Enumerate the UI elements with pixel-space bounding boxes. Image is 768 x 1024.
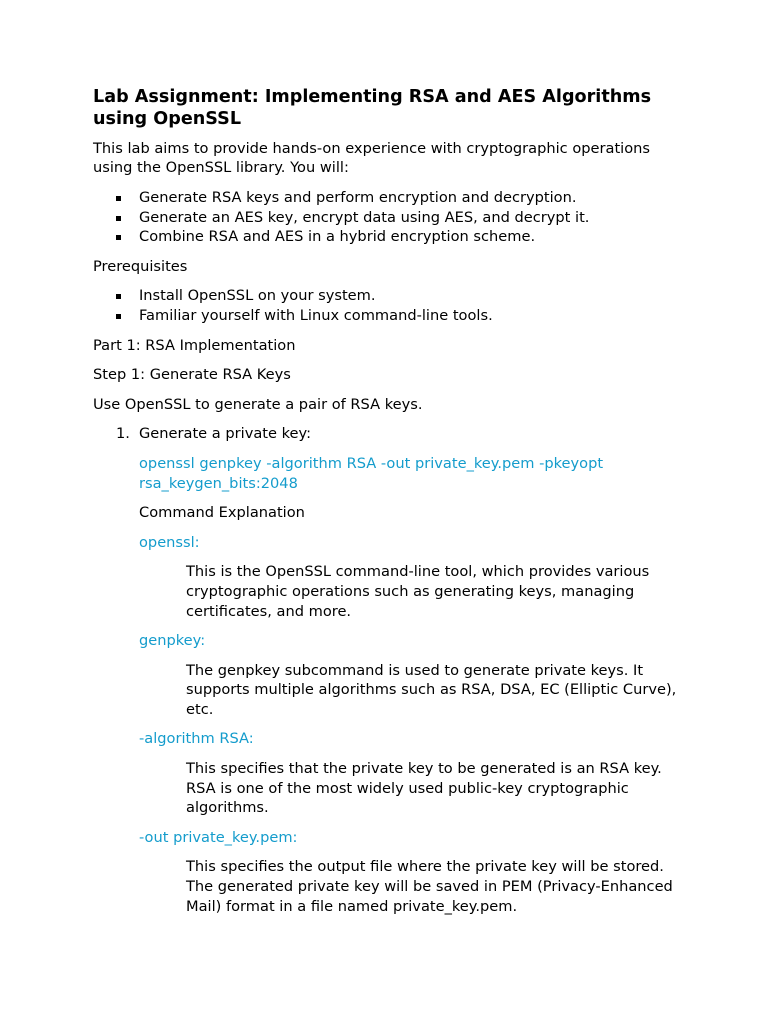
part1-heading: Part 1: RSA Implementation <box>93 336 296 354</box>
list-item: Generate RSA keys and perform encryption and decryption. <box>93 188 674 208</box>
bullet-square-icon <box>116 216 121 221</box>
explanation-description: The genpkey subcommand is used to generate private keys. It supports multiple algorithms such as RSA, DSA, EC (Elliptic Curve), etc. <box>186 661 677 718</box>
list-item: Generate an AES key, encrypt data using AES, and decrypt it. <box>93 208 674 228</box>
list-item: Combine RSA and AES in a hybrid encryption scheme. <box>93 227 674 247</box>
item-number: 1. <box>116 425 130 443</box>
prerequisites-list <box>93 286 674 325</box>
explanation-term: -algorithm RSA: <box>139 730 254 748</box>
bullet-square-icon <box>116 294 121 299</box>
intro-paragraph: This lab aims to provide hands-on experience with cryptographic operations using the OpenSSL library. You will: <box>93 139 651 177</box>
step1-heading: Step 1: Generate RSA Keys <box>93 366 291 384</box>
explanation-description: This is the OpenSSL command-line tool, which provides various cryptographic operations such as generating keys, managing certificates, and more. <box>186 563 650 620</box>
item-label: Generate a private key: <box>139 425 312 443</box>
bullet-square-icon <box>116 314 121 319</box>
command-text: openssl genpkey -algorithm RSA -out private_key.pem -pkeyopt rsa_keygen_bits:2048 <box>139 454 604 492</box>
explanation-description: This specifies the output file where the private key will be stored. The generated private key will be saved in PEM (Privacy-Enhanced Mail) format in a file named private_key.pem. <box>186 858 673 915</box>
explanation-term: openssl: <box>139 533 200 551</box>
bullet-square-icon <box>116 235 121 240</box>
explanation-term: -out private_key.pem: <box>139 828 298 846</box>
prerequisites-heading: Prerequisites <box>93 257 188 275</box>
list-item: Install OpenSSL on your system. <box>93 286 674 306</box>
goals-list <box>93 188 674 247</box>
numbered-item <box>93 424 674 444</box>
list-item: Familiar yourself with Linux command-line tools. <box>93 306 674 326</box>
step1-text: Use OpenSSL to generate a pair of RSA keys. <box>93 395 423 413</box>
bullet-square-icon <box>116 196 121 201</box>
document-title: Lab Assignment: Implementing RSA and AES Algorithms using OpenSSL <box>93 87 652 130</box>
explanation-heading: Command Explanation <box>139 504 305 522</box>
explanation-description: This specifies that the private key to be generated is an RSA key. RSA is one of the most widely used public-key cryptographic algorithms. <box>186 760 662 817</box>
explanation-term: genpkey: <box>139 632 206 650</box>
